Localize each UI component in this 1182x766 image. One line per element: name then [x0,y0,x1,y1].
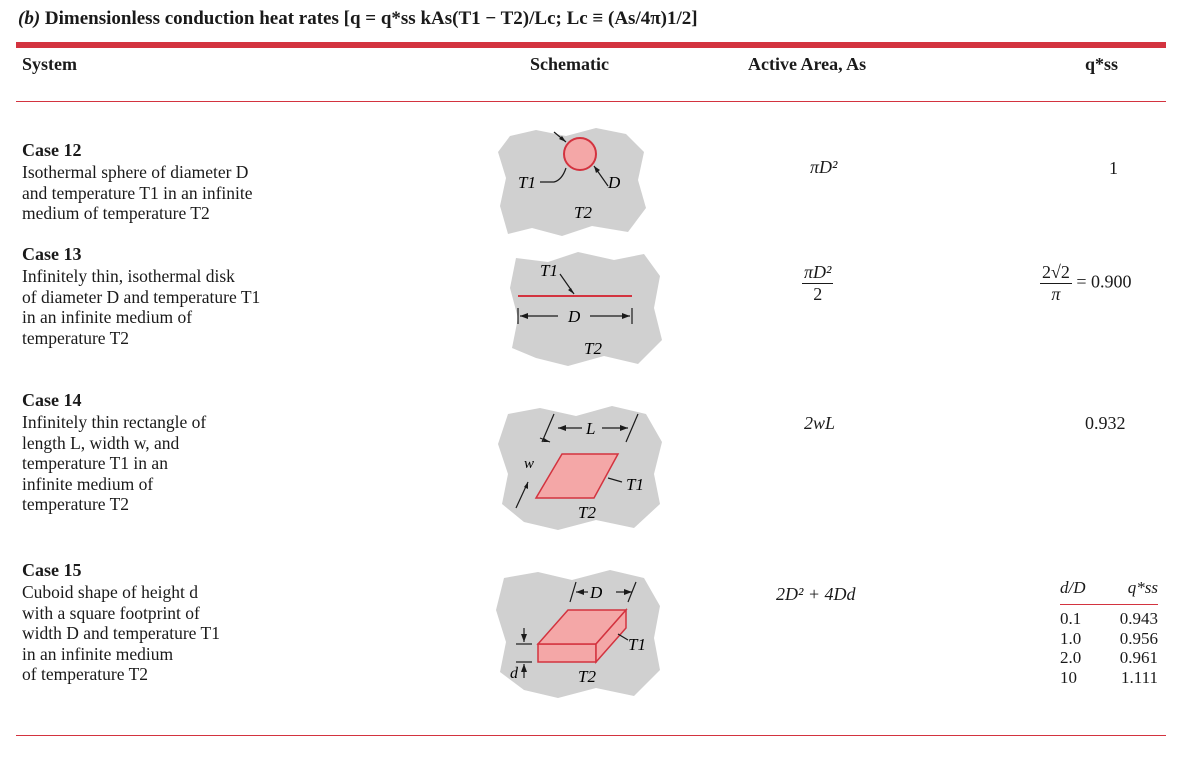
case-13-d-label: D [568,307,581,326]
header-red-bar [16,42,1166,48]
case-12-q: 1 [1109,158,1118,178]
col-header-schematic: Schematic [530,54,609,74]
case-14-title: Case 14 [22,390,82,410]
case-13-t1-label: T1 [540,261,558,280]
case-15-title: Case 15 [22,560,82,580]
header-rule [16,101,1166,102]
case-14-q: 0.932 [1085,413,1126,433]
case-14-w-label: w [524,456,535,472]
footer-rule [16,735,1166,736]
case-13-description: Infinitely thin, isothermal disk of diameter D and temperature T1 in an infinite medium of temperature T2 [22,266,261,348]
case-15-t2-label: T2 [578,667,596,686]
col-header-active-area: Active Area, As [748,54,867,74]
case-12-t1-label: T1 [518,173,536,192]
subtable-row: 2.0 0.961 [1060,648,1158,667]
case-13-title: Case 13 [22,244,82,264]
case-12-title: Case 12 [22,140,82,160]
case-14-area: 2wL [804,413,836,433]
subtable-row: 1.0 0.956 [1060,628,1158,648]
case-15-subtable [1060,578,1158,687]
table-title: (b) Dimensionless conduction heat rates [q = q*ss kAs(T1 − T2)/Lc; Lc ≡ (As/4π)1/2] [18,8,698,29]
case-12-d-label: D [608,173,621,192]
case-12-t2-label: T2 [574,203,592,222]
case-14-l-label: L [586,419,596,438]
title-text: Dimensionless conduction heat rates [q = q*ss kAs(T1 − T2)/Lc; Lc ≡ (As/4π)1/2] [44,8,698,29]
case-13-area: $\frac{\text{πD²}}{2}$ [804,262,832,304]
case-13-t2-label: T2 [584,339,602,358]
subtable-row: 0.1 0.943 [1060,609,1158,628]
case-15-area: 2D² + 4Dd [776,584,856,604]
col-header-q: q*ss [1085,54,1119,74]
case-14-description: Infinitely thin rectangle of length L, width w, and temperature T1 in an infinite medium of temperature T2 [22,412,207,514]
case-15-schematic [494,566,664,700]
case-14-schematic [496,400,666,532]
case-12-schematic [496,122,651,240]
case-13-schematic [506,248,666,370]
case-15-d-upper-label: D [590,583,603,602]
subtable-header: d/D q*ss [1060,578,1158,597]
sphere-shape [564,138,596,170]
case-14-t2-label: T2 [578,503,596,522]
case-13-q: $\frac{2√2}{\pi}$ = 0.900 [1042,262,1132,304]
case-15-description: Cuboid shape of height d with a square footprint of width D and temperature T1 in an infinite medium of temperature T2 [22,582,220,684]
subtable-row: 10 1.111 [1060,667,1158,687]
case-12-area: πD² [810,157,838,177]
subtable-rule [1060,604,1158,605]
case-15-d-lower-label: d [510,665,518,682]
case-15-t1-label: T1 [628,635,646,654]
case-14-t1-label: T1 [626,475,644,494]
col-header-system: System [22,54,77,74]
cuboid-front [538,644,596,662]
case-12-description: Isothermal sphere of diameter D and temperature T1 in an infinite medium of temperature T2 [22,162,253,223]
